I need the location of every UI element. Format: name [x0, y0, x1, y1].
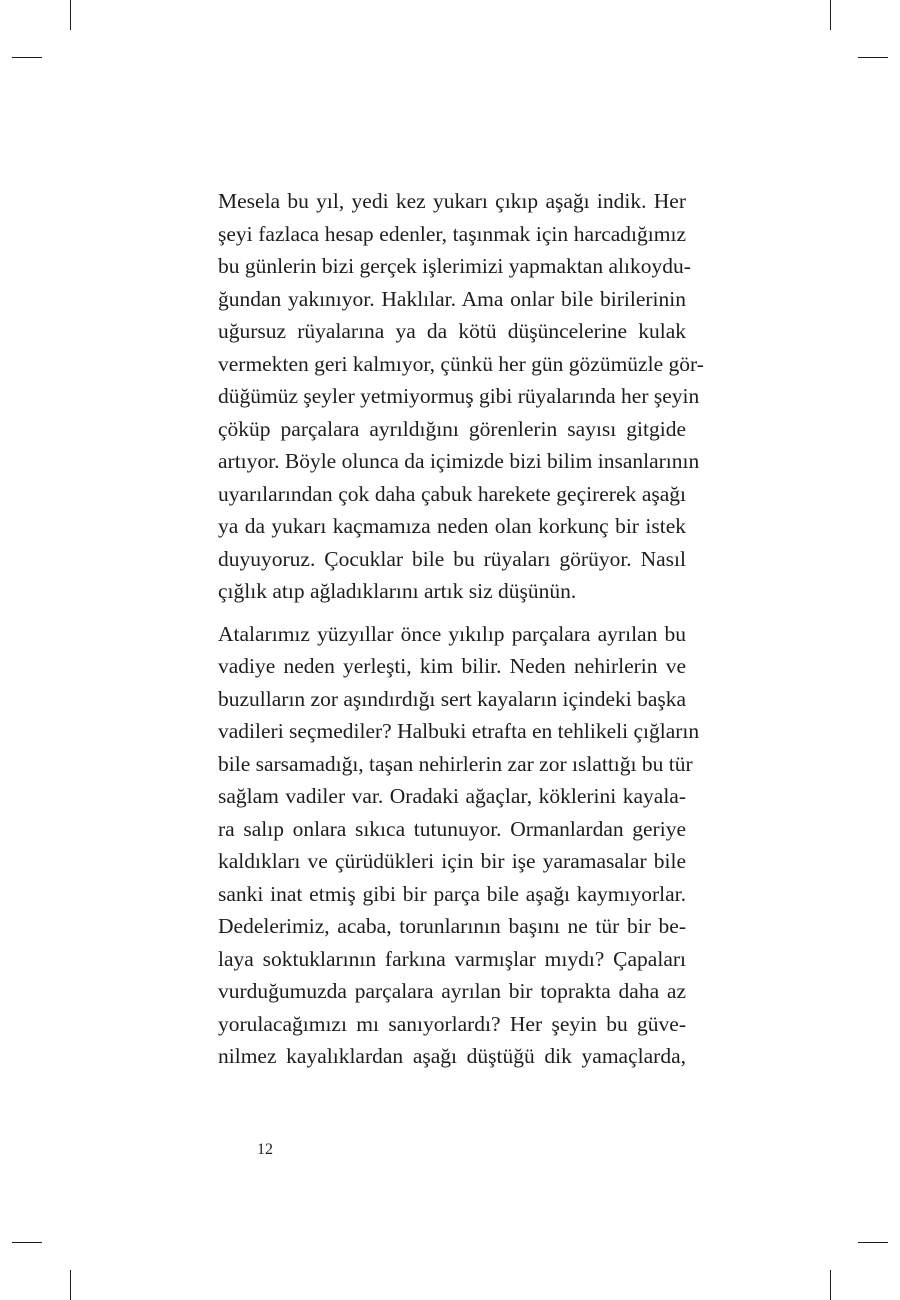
crop-mark-bottom-left-vertical [70, 1270, 71, 1300]
text-line: uyarılarından çok daha çabuk harekete geçirerek aşağı [218, 481, 686, 506]
paragraph-1 [218, 185, 704, 608]
text-line: Dedelerimiz, acaba, torunlarının başını ne tür bir be- [218, 914, 686, 938]
text-line: vadileri seçmediler? Halbuki etrafta en tehlikeli çığların [218, 719, 700, 743]
body-text [218, 185, 704, 1073]
crop-mark-bottom-left-horizontal [12, 1242, 42, 1243]
text-line: vermekten geri kalmıyor, çünkü her gün gözümüzle gör- [218, 351, 704, 376]
text-line: bile sarsamadığı, taşan nehirlerin zar zor ıslattığı bu tür [218, 751, 693, 776]
paragraph-2 [218, 618, 700, 1073]
crop-mark-bottom-right-vertical [830, 1270, 831, 1300]
text-line: kaldıkları ve çürüdükleri için bir işe yaramasalar bile [218, 849, 686, 873]
text-line: çöküp parçalara ayrıldığını görenlerin sayısı gitgide [218, 416, 686, 441]
text-line: ğundan yakınıyor. Haklılar. Ama onlar bile birilerinin [218, 286, 686, 311]
crop-mark-bottom-right-horizontal [858, 1242, 888, 1243]
text-line: ra salıp onlara sıkıca tutunuyor. Ormanlardan geriye [218, 816, 686, 841]
text-line: bu günlerin bizi gerçek işlerimizi yapmaktan alıkoydu- [218, 254, 691, 278]
text-line: sanki inat etmiş gibi bir parça bile aşağı kaymıyorlar. [218, 881, 686, 906]
text-line: sağlam vadiler var. Oradaki ağaçlar, köklerini kayala- [218, 784, 686, 808]
text-line: çığlık atıp ağladıklarını artık siz düşünün. [218, 579, 577, 603]
text-line: vurduğumuzda parçalara ayrılan bir toprakta daha az [218, 979, 686, 1003]
crop-mark-top-left-horizontal [12, 57, 42, 58]
text-line: Atalarımız yüzyıllar önce yıkılıp parçalara ayrılan bu [218, 621, 686, 646]
text-line: şeyi fazlaca hesap edenler, taşınmak için harcadığımız [218, 221, 686, 246]
text-line: uğursuz rüyalarına ya da kötü düşüncelerine kulak [218, 319, 686, 343]
paragraph-gap [218, 608, 686, 618]
text-line: laya soktuklarının farkına varmışlar mıydı? Çapaları [218, 946, 686, 971]
text-line: ya da yukarı kaçmamıza neden olan korkunç bir istek [218, 514, 686, 538]
text-line: Mesela bu yıl, yedi kez yukarı çıkıp aşağı indik. Her [218, 189, 686, 213]
text-line: artıyor. Böyle olunca da içimizde bizi bilim insanlarının [218, 449, 700, 473]
text-line: buzulların zor aşındırdığı sert kayaların içindeki başka [218, 686, 687, 711]
text-line: nilmez kayalıklardan aşağı düştüğü dik yamaçlarda, [218, 1044, 686, 1068]
text-line: duyuyoruz. Çocuklar bile bu rüyaları görüyor. Nasıl [218, 546, 686, 571]
text-line: düğümüz şeyler yetmiyormuş gibi rüyalarında her şeyin [218, 384, 700, 408]
crop-mark-top-right-horizontal [858, 57, 888, 58]
crop-mark-top-left-vertical [70, 0, 71, 30]
crop-mark-top-right-vertical [830, 0, 831, 30]
text-line: vadiye neden yerleşti, kim bilir. Neden nehirlerin ve [218, 654, 686, 678]
text-line: yorulacağımızı mı sanıyorlardı? Her şeyin bu güve- [218, 1011, 686, 1036]
page-number: 12 [257, 1141, 273, 1158]
